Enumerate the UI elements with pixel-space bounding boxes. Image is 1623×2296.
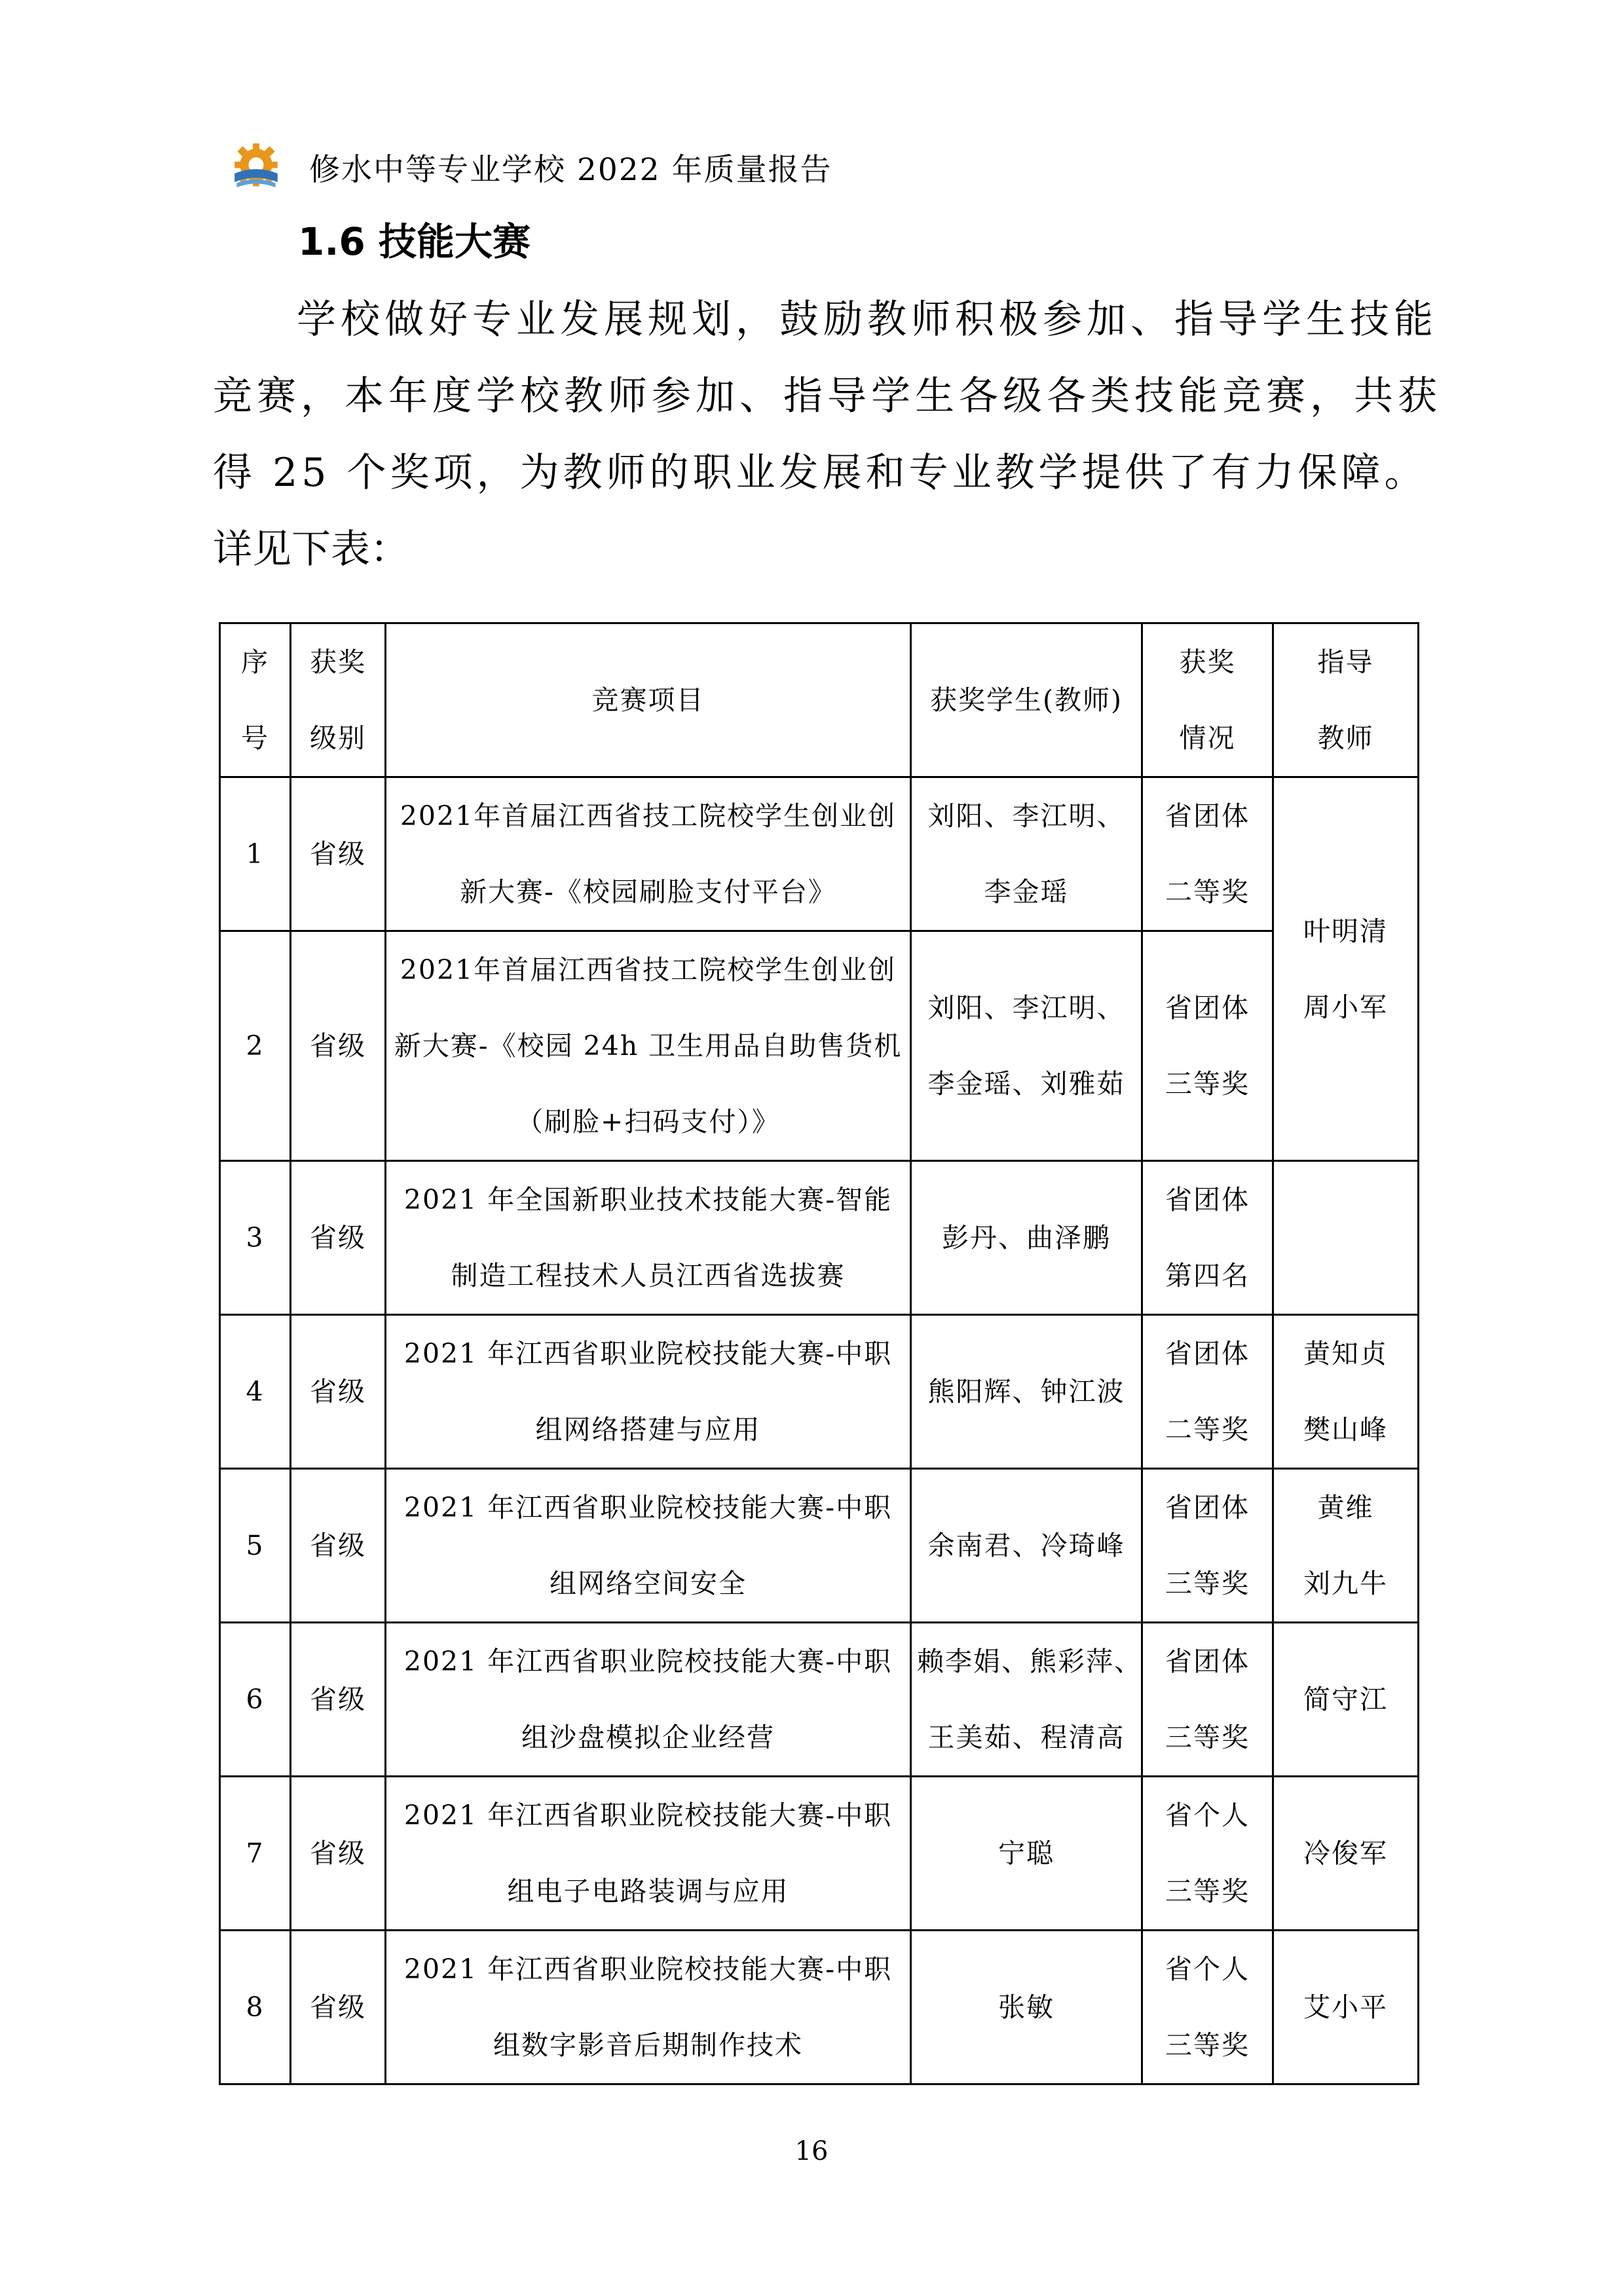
cell-students: 余南君、冷琦峰 — [911, 1469, 1142, 1623]
paragraph-line: 详见下表： — [213, 527, 409, 572]
table-row — [220, 1777, 1419, 1931]
cell-result: 省个人 三等奖 — [1142, 1931, 1273, 2084]
cell-project: 2021 年江西省职业院校技能大赛-中职 组电子电路装调与应用 — [386, 1777, 911, 1931]
cell-students: 刘阳、李江明、 李金瑶、刘雅茹 — [911, 931, 1142, 1161]
cell-students: 赖李娟、熊彩萍、 王美茹、程清高 — [911, 1623, 1142, 1777]
intro-paragraph — [213, 282, 1442, 588]
cell-index: 2 — [220, 931, 291, 1161]
cell-index: 5 — [220, 1469, 291, 1623]
cell-project: 2021 年江西省职业院校技能大赛-中职 组网络空间安全 — [386, 1469, 911, 1623]
gear-book-logo-icon — [229, 140, 283, 194]
paragraph-line: 竞赛，本年度学校教师参加、指导学生各级各类技能竞赛，共获 — [213, 373, 1442, 419]
awards-table — [219, 622, 1419, 2085]
cell-project: 2021年首届江西省技工院校学生创业创 新大赛-《校园刷脸支付平台》 — [386, 777, 911, 931]
table-row — [220, 931, 1419, 1161]
cell-index: 4 — [220, 1315, 291, 1469]
cell-students: 熊阳辉、钟江波 — [911, 1315, 1142, 1469]
cell-level: 省级 — [291, 1161, 386, 1315]
cell-teacher — [1273, 1161, 1419, 1315]
cell-index: 1 — [220, 777, 291, 931]
cell-teacher: 艾小平 — [1273, 1931, 1419, 2084]
cell-result: 省团体 三等奖 — [1142, 1623, 1273, 1777]
page-number: 16 — [794, 2136, 829, 2166]
cell-teacher: 叶明清 周小军 — [1273, 777, 1419, 1161]
cell-level: 省级 — [291, 1623, 386, 1777]
cell-level: 省级 — [291, 1931, 386, 2084]
header-title: 修水中等专业学校 2022 年质量报告 — [309, 151, 832, 188]
table-row — [220, 777, 1419, 931]
cell-result: 省个人 三等奖 — [1142, 1777, 1273, 1931]
paragraph-line: 得 25 个奖项，为教师的职业发展和专业教学提供了有力保障。 — [213, 450, 1428, 496]
table-row — [220, 1469, 1419, 1623]
cell-level: 省级 — [291, 777, 386, 931]
cell-level: 省级 — [291, 1315, 386, 1469]
cell-level: 省级 — [291, 1469, 386, 1623]
cell-index: 7 — [220, 1777, 291, 1931]
header-students: 获奖学生(教师) — [911, 623, 1142, 777]
cell-result: 省团体 三等奖 — [1142, 931, 1273, 1161]
cell-index: 3 — [220, 1161, 291, 1315]
table-row — [220, 1161, 1419, 1315]
cell-result: 省团体 三等奖 — [1142, 1469, 1273, 1623]
header-teacher: 指导 教师 — [1273, 623, 1419, 777]
header-project: 竞赛项目 — [386, 623, 911, 777]
paragraph-line: 学校做好专业发展规划，鼓励教师积极参加、指导学生技能 — [297, 297, 1438, 343]
cell-teacher: 黄知贞 樊山峰 — [1273, 1315, 1419, 1469]
cell-result: 省团体 二等奖 — [1142, 777, 1273, 931]
cell-project: 2021 年江西省职业院校技能大赛-中职 组沙盘模拟企业经营 — [386, 1623, 911, 1777]
page-header — [229, 134, 832, 200]
cell-result: 省团体 第四名 — [1142, 1161, 1273, 1315]
table-row — [220, 1623, 1419, 1777]
cell-project: 2021 年全国新职业技术技能大赛-智能 制造工程技术人员江西省选拔赛 — [386, 1161, 911, 1315]
cell-result: 省团体 二等奖 — [1142, 1315, 1273, 1469]
cell-teacher: 简守江 — [1273, 1623, 1419, 1777]
cell-students: 宁聪 — [911, 1777, 1142, 1931]
table-row — [220, 1931, 1419, 2084]
cell-project: 2021年首届江西省技工院校学生创业创 新大赛-《校园 24h 卫生用品自助售货机 （刷脸+扫码支付）》 — [386, 931, 911, 1161]
cell-project: 2021 年江西省职业院校技能大赛-中职 组数字影音后期制作技术 — [386, 1931, 911, 2084]
cell-index: 8 — [220, 1931, 291, 2084]
cell-students: 彭丹、曲泽鹏 — [911, 1161, 1142, 1315]
cell-level: 省级 — [291, 931, 386, 1161]
header-index: 序 号 — [220, 623, 291, 777]
cell-students: 张敏 — [911, 1931, 1142, 2084]
header-level: 获奖 级别 — [291, 623, 386, 777]
cell-index: 6 — [220, 1623, 291, 1777]
header-result: 获奖 情况 — [1142, 623, 1273, 777]
table-header-row — [220, 623, 1419, 777]
cell-level: 省级 — [291, 1777, 386, 1931]
cell-teacher: 黄维 刘九牛 — [1273, 1469, 1419, 1623]
section-title: 1.6 技能大赛 — [298, 219, 531, 264]
table-row — [220, 1315, 1419, 1469]
cell-students: 刘阳、李江明、 李金瑶 — [911, 777, 1142, 931]
cell-teacher: 冷俊军 — [1273, 1777, 1419, 1931]
cell-project: 2021 年江西省职业院校技能大赛-中职 组网络搭建与应用 — [386, 1315, 911, 1469]
